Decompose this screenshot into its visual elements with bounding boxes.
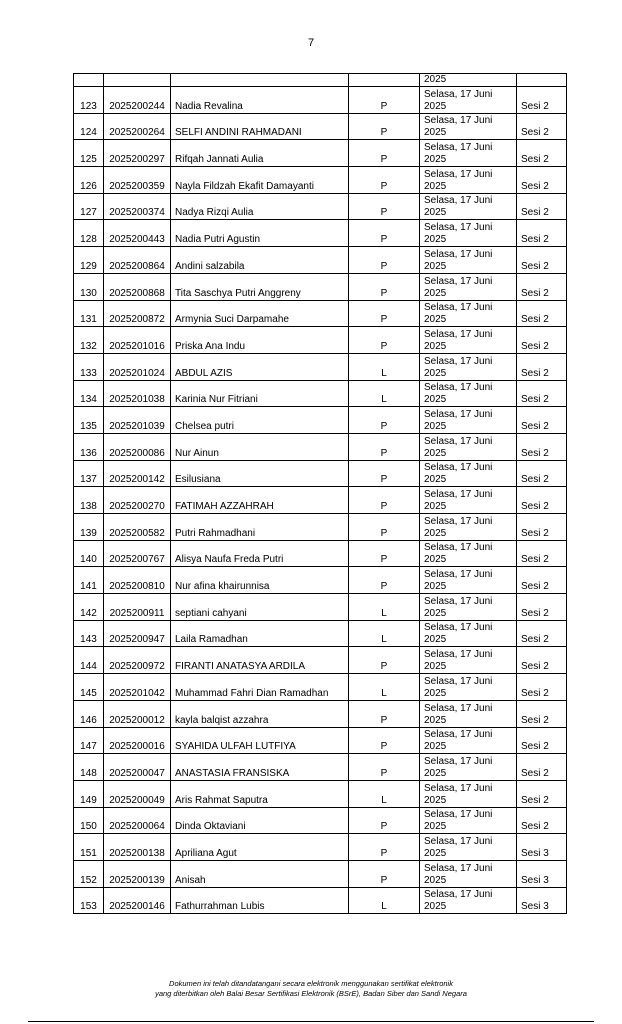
table-row (74, 273, 567, 300)
cell-name: FATIMAH AZZAHRAH (171, 487, 349, 514)
cell-session: Sesi 2 (517, 780, 567, 807)
cell-name: Muhammad Fahri Dian Ramadhan (171, 674, 349, 701)
cell-date: Selasa, 17 Juni 2025 (420, 487, 517, 514)
cell-date: Selasa, 17 Juni 2025 (420, 193, 517, 220)
cell-id: 2025201042 (104, 674, 171, 701)
cell-date: Selasa, 17 Juni 2025 (420, 407, 517, 434)
cell-date: Selasa, 17 Juni 2025 (420, 594, 517, 621)
cell-session: Sesi 2 (517, 407, 567, 434)
cell-no: 152 (74, 860, 104, 887)
cell-no: 130 (74, 273, 104, 300)
cell-sex (349, 74, 420, 87)
table-row (74, 407, 567, 434)
cell-id (104, 74, 171, 87)
cell-date: Selasa, 17 Juni 2025 (420, 674, 517, 701)
table-row (74, 113, 567, 140)
table-row (74, 167, 567, 194)
table-row (74, 247, 567, 274)
cell-name: Nadya Rizqi Aulia (171, 193, 349, 220)
cell-session: Sesi 2 (517, 113, 567, 140)
table-row (74, 674, 567, 701)
cell-date: Selasa, 17 Juni 2025 (420, 113, 517, 140)
cell-session: Sesi 2 (517, 167, 567, 194)
cell-name: Tita Saschya Putri Anggreny (171, 273, 349, 300)
cell-date: Selasa, 17 Juni 2025 (420, 380, 517, 407)
cell-date: Selasa, 17 Juni 2025 (420, 140, 517, 167)
cell-sex: P (349, 540, 420, 567)
cell-date: Selasa, 17 Juni 2025 (420, 167, 517, 194)
cell-date: Selasa, 17 Juni 2025 (420, 327, 517, 354)
cell-sex: P (349, 567, 420, 594)
cell-sex: P (349, 247, 420, 274)
cell-no: 153 (74, 887, 104, 914)
cell-date: Selasa, 17 Juni 2025 (420, 220, 517, 247)
cell-id: 2025200911 (104, 594, 171, 621)
cell-date: Selasa, 17 Juni 2025 (420, 754, 517, 781)
table-row (74, 487, 567, 514)
cell-id: 2025200972 (104, 647, 171, 674)
cell-sex: L (349, 674, 420, 701)
cell-no: 133 (74, 353, 104, 380)
cell-session: Sesi 2 (517, 87, 567, 114)
cell-name: Nadia Revalina (171, 87, 349, 114)
table-row (74, 594, 567, 621)
cell-no: 150 (74, 807, 104, 834)
cell-id: 2025200016 (104, 727, 171, 754)
table-row (74, 220, 567, 247)
cell-id: 2025200064 (104, 807, 171, 834)
cell-session: Sesi 2 (517, 460, 567, 487)
cell-session: Sesi 2 (517, 647, 567, 674)
cell-sex: L (349, 620, 420, 647)
cell-id: 2025200047 (104, 754, 171, 781)
cell-sex: P (349, 167, 420, 194)
cell-sex: P (349, 407, 420, 434)
cell-sex: P (349, 433, 420, 460)
table-row (74, 87, 567, 114)
cell-name: ANASTASIA FRANSISKA (171, 754, 349, 781)
cell-sex: P (349, 193, 420, 220)
cell-sex: P (349, 113, 420, 140)
table-row (74, 860, 567, 887)
cell-session: Sesi 2 (517, 247, 567, 274)
cell-session: Sesi 2 (517, 514, 567, 541)
cell-no: 148 (74, 754, 104, 781)
cell-no: 137 (74, 460, 104, 487)
cell-name: ABDUL AZIS (171, 353, 349, 380)
cell-no: 125 (74, 140, 104, 167)
table-row (74, 647, 567, 674)
cell-session: Sesi 3 (517, 834, 567, 861)
cell-sex: P (349, 140, 420, 167)
cell-id: 2025201016 (104, 327, 171, 354)
footer-line-2: yang diterbitkan oleh Balai Besar Sertifikasi Elektronik (BSrE), Badan Siber dan Sandi Negara (155, 989, 467, 998)
cell-sex: P (349, 807, 420, 834)
cell-sex: P (349, 487, 420, 514)
cell-id: 2025200443 (104, 220, 171, 247)
cell-no: 146 (74, 700, 104, 727)
cell-sex: P (349, 300, 420, 327)
cell-date: Selasa, 17 Juni 2025 (420, 834, 517, 861)
footer-line-1: Dokumen ini telah ditandatangani secara elektronik menggunakan sertifikat elektronik (169, 979, 453, 988)
cell-date: Selasa, 17 Juni 2025 (420, 87, 517, 114)
cell-name: kayla balqist azzahra (171, 700, 349, 727)
cell-session: Sesi 2 (517, 380, 567, 407)
cell-name: SELFI ANDINI RAHMADANI (171, 113, 349, 140)
cell-no: 151 (74, 834, 104, 861)
cell-no: 138 (74, 487, 104, 514)
signature-footer (0, 979, 622, 999)
table-row (74, 700, 567, 727)
cell-name: FIRANTI ANATASYA ARDILA (171, 647, 349, 674)
cell-name: Priska Ana Indu (171, 327, 349, 354)
cell-id: 2025200872 (104, 300, 171, 327)
cell-name: Apriliana Agut (171, 834, 349, 861)
cell-no: 131 (74, 300, 104, 327)
cell-session: Sesi 2 (517, 353, 567, 380)
cell-id: 2025200374 (104, 193, 171, 220)
table-row (74, 567, 567, 594)
table-row (74, 620, 567, 647)
cell-date: Selasa, 17 Juni 2025 (420, 514, 517, 541)
cell-sex: P (349, 220, 420, 247)
cell-session: Sesi 2 (517, 487, 567, 514)
cell-session: Sesi 3 (517, 860, 567, 887)
cell-name: Rifqah Jannati Aulia (171, 140, 349, 167)
cell-sex: P (349, 327, 420, 354)
cell-id: 2025200864 (104, 247, 171, 274)
cell-sex: P (349, 647, 420, 674)
cell-no (74, 74, 104, 87)
cell-sex: P (349, 514, 420, 541)
cell-session: Sesi 2 (517, 273, 567, 300)
cell-date: Selasa, 17 Juni 2025 (420, 700, 517, 727)
cell-session: Sesi 2 (517, 433, 567, 460)
cell-session: Sesi 2 (517, 807, 567, 834)
cell-sex: L (349, 353, 420, 380)
table-row (74, 193, 567, 220)
cell-id: 2025201039 (104, 407, 171, 434)
cell-sex: L (349, 594, 420, 621)
cell-no: 144 (74, 647, 104, 674)
cell-sex: P (349, 834, 420, 861)
cell-session: Sesi 2 (517, 620, 567, 647)
cell-id: 2025200810 (104, 567, 171, 594)
cell-name: Aris Rahmat Saputra (171, 780, 349, 807)
cell-no: 134 (74, 380, 104, 407)
cell-no: 123 (74, 87, 104, 114)
cell-date: Selasa, 17 Juni 2025 (420, 460, 517, 487)
cell-id: 2025200139 (104, 860, 171, 887)
cell-date: Selasa, 17 Juni 2025 (420, 807, 517, 834)
cell-name: septiani cahyani (171, 594, 349, 621)
cell-no: 145 (74, 674, 104, 701)
cell-sex: P (349, 727, 420, 754)
cell-no: 126 (74, 167, 104, 194)
table-row (74, 140, 567, 167)
table-row (74, 754, 567, 781)
table-row (74, 460, 567, 487)
cell-date: Selasa, 17 Juni 2025 (420, 433, 517, 460)
cell-no: 132 (74, 327, 104, 354)
cell-id: 2025200244 (104, 87, 171, 114)
cell-no: 142 (74, 594, 104, 621)
cell-session: Sesi 2 (517, 700, 567, 727)
cell-session: Sesi 2 (517, 193, 567, 220)
cell-name: Esilusiana (171, 460, 349, 487)
cell-sex: P (349, 860, 420, 887)
cell-id: 2025200264 (104, 113, 171, 140)
cell-id: 2025200297 (104, 140, 171, 167)
cell-id: 2025200359 (104, 167, 171, 194)
cell-id: 2025200049 (104, 780, 171, 807)
cell-no: 124 (74, 113, 104, 140)
cell-date: Selasa, 17 Juni 2025 (420, 727, 517, 754)
cell-no: 136 (74, 433, 104, 460)
cell-name: Nur Ainun (171, 433, 349, 460)
cell-id: 2025200767 (104, 540, 171, 567)
cell-name: Fathurrahman Lubis (171, 887, 349, 914)
cell-sex: P (349, 700, 420, 727)
cell-sex: P (349, 460, 420, 487)
cell-id: 2025200270 (104, 487, 171, 514)
cell-date: Selasa, 17 Juni 2025 (420, 540, 517, 567)
cell-sex: P (349, 273, 420, 300)
table-row (74, 887, 567, 914)
cell-id: 2025200146 (104, 887, 171, 914)
cell-date: Selasa, 17 Juni 2025 (420, 887, 517, 914)
footer-divider (28, 1021, 594, 1022)
cell-no: 141 (74, 567, 104, 594)
cell-no: 129 (74, 247, 104, 274)
cell-id: 2025200947 (104, 620, 171, 647)
cell-date: Selasa, 17 Juni 2025 (420, 647, 517, 674)
cell-name: Laila Ramadhan (171, 620, 349, 647)
table-row (74, 300, 567, 327)
cell-id: 2025200138 (104, 834, 171, 861)
cell-date: Selasa, 17 Juni 2025 (420, 860, 517, 887)
cell-name: Armynia Suci Darpamahe (171, 300, 349, 327)
cell-date: Selasa, 17 Juni 2025 (420, 780, 517, 807)
cell-id: 2025200012 (104, 700, 171, 727)
cell-session: Sesi 2 (517, 300, 567, 327)
cell-id: 2025200086 (104, 433, 171, 460)
cell-id: 2025200142 (104, 460, 171, 487)
cell-session: Sesi 2 (517, 540, 567, 567)
cell-id: 2025201038 (104, 380, 171, 407)
cell-name (171, 74, 349, 87)
table-row (74, 327, 567, 354)
cell-name: Chelsea putri (171, 407, 349, 434)
cell-id: 2025201024 (104, 353, 171, 380)
cell-session: Sesi 2 (517, 674, 567, 701)
cell-name: SYAHIDA ULFAH LUTFIYA (171, 727, 349, 754)
table-row (74, 807, 567, 834)
cell-sex: P (349, 754, 420, 781)
cell-session: Sesi 2 (517, 727, 567, 754)
cell-name: Putri Rahmadhani (171, 514, 349, 541)
table-row (74, 514, 567, 541)
participant-table (73, 73, 567, 914)
cell-no: 139 (74, 514, 104, 541)
cell-name: Nayla Fildzah Ekafit Damayanti (171, 167, 349, 194)
cell-name: Andini salzabila (171, 247, 349, 274)
cell-session: Sesi 3 (517, 887, 567, 914)
table-row (74, 540, 567, 567)
cell-name: Anisah (171, 860, 349, 887)
cell-date: Selasa, 17 Juni 2025 (420, 247, 517, 274)
cell-session (517, 74, 567, 87)
cell-no: 147 (74, 727, 104, 754)
table-row (74, 780, 567, 807)
cell-date: Selasa, 17 Juni 2025 (420, 300, 517, 327)
cell-date: 2025 (420, 74, 517, 87)
cell-no: 127 (74, 193, 104, 220)
cell-session: Sesi 2 (517, 327, 567, 354)
cell-sex: L (349, 780, 420, 807)
cell-id: 2025200868 (104, 273, 171, 300)
cell-date: Selasa, 17 Juni 2025 (420, 273, 517, 300)
cell-session: Sesi 2 (517, 140, 567, 167)
cell-session: Sesi 2 (517, 567, 567, 594)
table-row-continuation (74, 74, 567, 87)
cell-no: 128 (74, 220, 104, 247)
cell-sex: L (349, 887, 420, 914)
cell-name: Nur afina khairunnisa (171, 567, 349, 594)
page-number: 7 (307, 37, 315, 49)
cell-session: Sesi 2 (517, 220, 567, 247)
cell-no: 149 (74, 780, 104, 807)
cell-sex: L (349, 380, 420, 407)
cell-date: Selasa, 17 Juni 2025 (420, 620, 517, 647)
table-row (74, 834, 567, 861)
table-row (74, 433, 567, 460)
cell-date: Selasa, 17 Juni 2025 (420, 353, 517, 380)
cell-name: Alisya Naufa Freda Putri (171, 540, 349, 567)
cell-no: 143 (74, 620, 104, 647)
table-row (74, 380, 567, 407)
table-row (74, 727, 567, 754)
cell-no: 135 (74, 407, 104, 434)
cell-session: Sesi 2 (517, 594, 567, 621)
cell-date: Selasa, 17 Juni 2025 (420, 567, 517, 594)
table-row (74, 353, 567, 380)
cell-id: 2025200582 (104, 514, 171, 541)
cell-name: Dinda Oktaviani (171, 807, 349, 834)
cell-name: Nadia Putri Agustin (171, 220, 349, 247)
cell-name: Karinia Nur Fitriani (171, 380, 349, 407)
cell-no: 140 (74, 540, 104, 567)
cell-session: Sesi 2 (517, 754, 567, 781)
cell-sex: P (349, 87, 420, 114)
